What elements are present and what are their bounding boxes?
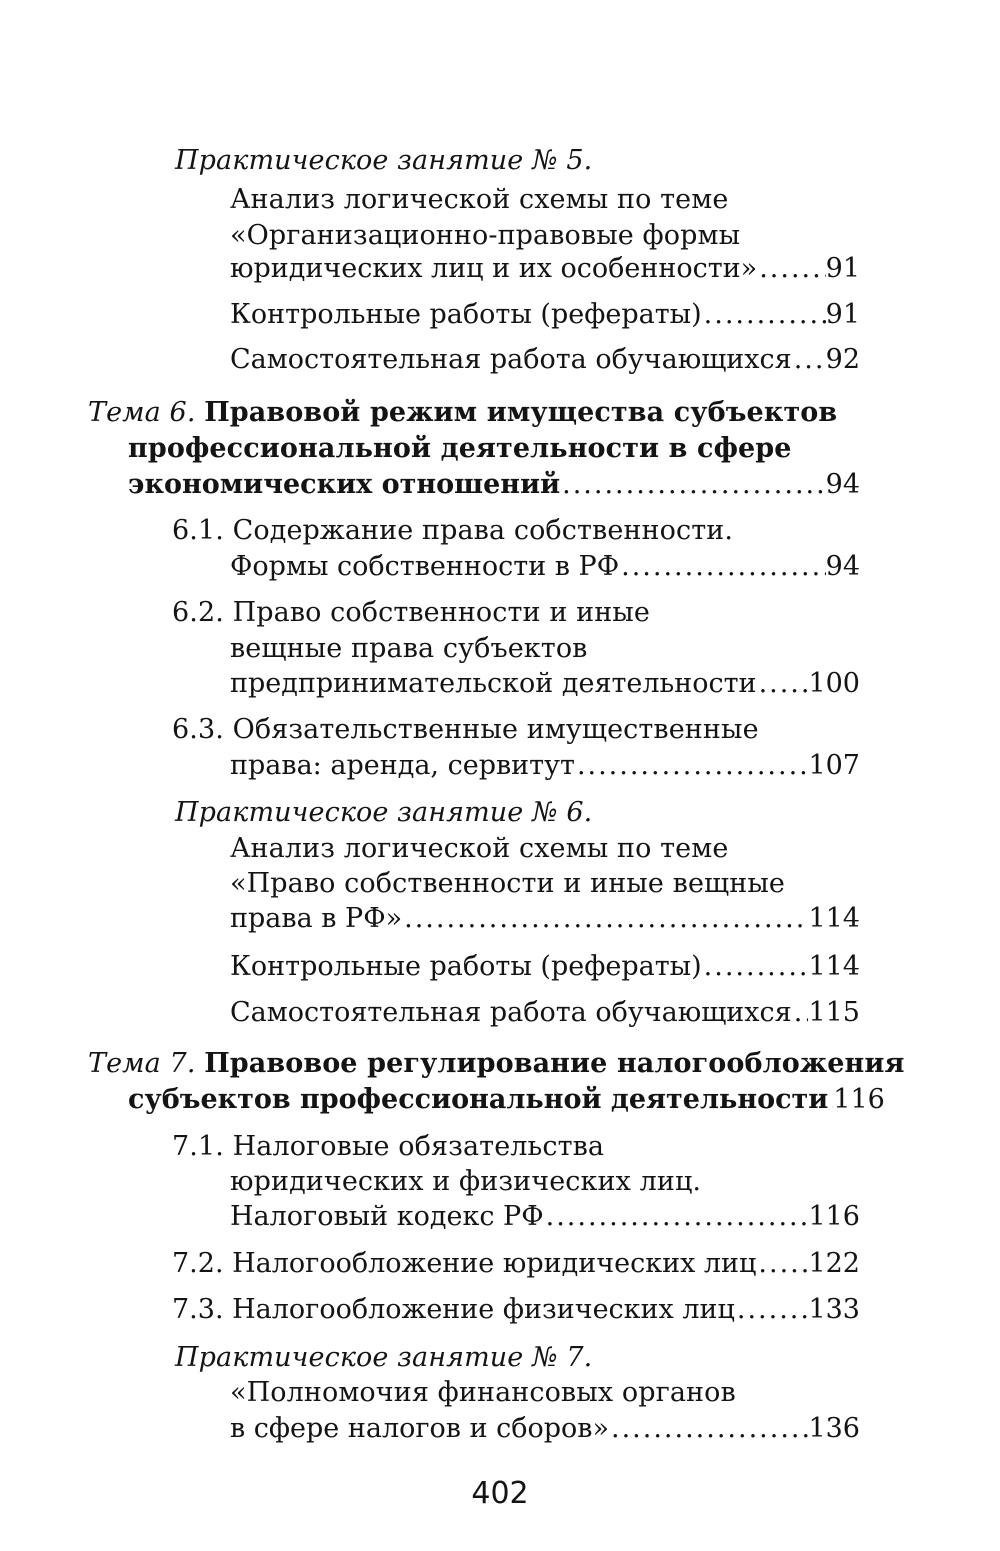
topic-title: Правовой режим имущества субъектов bbox=[204, 397, 838, 428]
leader-dots bbox=[560, 468, 826, 502]
practical-6-line: «Право собственности и иные вещные bbox=[230, 868, 786, 899]
entry-text bbox=[172, 1247, 756, 1281]
page-ref: 122 bbox=[808, 1248, 860, 1279]
topic-title: Правовое регулирование налогообложения bbox=[204, 1048, 905, 1079]
section-number: 6.2. bbox=[172, 597, 224, 628]
section-6-2-line: вещные права субъектов bbox=[230, 633, 588, 664]
topic-7-heading bbox=[88, 1047, 905, 1081]
page-ref: 94 bbox=[825, 469, 860, 500]
entry-text: Контрольные работы (рефераты) bbox=[230, 299, 702, 330]
entry-text: Контрольные работы (рефераты) bbox=[230, 951, 702, 982]
entry-text: Самостоятельная работа обучающихся bbox=[230, 344, 792, 375]
toc-entry-topic-6[interactable] bbox=[128, 468, 860, 502]
section-7-1-line: юридических и физических лиц. bbox=[230, 1166, 702, 1197]
leader-dots bbox=[757, 252, 825, 286]
section-title: Налогообложение юридических лиц bbox=[232, 1248, 757, 1279]
toc-entry-7-1[interactable] bbox=[230, 1200, 860, 1234]
section-title: Налоговые обязательства bbox=[232, 1131, 605, 1162]
toc-entry-6-3[interactable] bbox=[230, 749, 860, 783]
toc-entry-control-6[interactable] bbox=[230, 950, 860, 984]
entry-text: экономических отношений bbox=[128, 469, 561, 500]
toc-entry-7-2[interactable] bbox=[172, 1247, 860, 1281]
practical-6-line: Анализ логической схемы по теме bbox=[230, 833, 729, 864]
section-number: 7.2. bbox=[172, 1248, 224, 1279]
toc-entry-6-2[interactable] bbox=[230, 667, 860, 701]
entry-text: Формы собственности в РФ bbox=[230, 551, 620, 582]
entry-text bbox=[172, 1293, 735, 1327]
leader-dots bbox=[702, 298, 826, 332]
toc-entry-selfwork-6[interactable] bbox=[230, 996, 860, 1030]
topic-6-title-line: профессиональной деятельности в сфере bbox=[128, 433, 792, 464]
page-ref: 115 bbox=[808, 997, 860, 1028]
toc-entry-topic-7[interactable] bbox=[128, 1083, 885, 1117]
page-ref: 91 bbox=[825, 299, 860, 330]
section-6-3-line bbox=[172, 713, 759, 747]
section-6-1-line bbox=[172, 514, 733, 548]
leader-dots bbox=[619, 550, 826, 584]
leader-dots bbox=[792, 343, 826, 377]
topic-prefix: Тема 6. bbox=[88, 397, 196, 428]
toc-entry-practical-5[interactable] bbox=[230, 252, 860, 286]
toc-entry-practical-7[interactable] bbox=[230, 1412, 860, 1446]
toc-entry-7-3[interactable] bbox=[172, 1293, 860, 1327]
practical-7-line: «Полномочия финансовых органов bbox=[230, 1377, 736, 1408]
page-ref: 107 bbox=[808, 750, 860, 781]
toc-entry-selfwork-5[interactable] bbox=[230, 343, 860, 377]
section-title: Содержание права собственности. bbox=[232, 515, 734, 546]
entry-text: Налоговый кодекс РФ bbox=[230, 1201, 544, 1232]
entry-text: Самостоятельная работа обучающихся bbox=[230, 997, 792, 1028]
practical-5-line: Анализ логической схемы по теме bbox=[230, 184, 729, 215]
toc-entry-practical-6[interactable] bbox=[230, 902, 860, 936]
section-number: 7.3. bbox=[172, 1294, 224, 1325]
page-ref: 92 bbox=[825, 344, 860, 375]
topic-6-heading bbox=[88, 396, 837, 430]
leader-dots bbox=[792, 996, 809, 1030]
topic-prefix: Тема 7. bbox=[88, 1048, 196, 1079]
page-ref: 91 bbox=[825, 253, 860, 284]
leader-dots bbox=[609, 1412, 808, 1446]
section-number: 6.1. bbox=[172, 515, 224, 546]
practical-6-heading: Практическое занятие № 6. bbox=[175, 797, 593, 828]
leader-dots bbox=[575, 749, 809, 783]
page-ref: 116 bbox=[808, 1201, 860, 1232]
entry-text: права: аренда, сервитут bbox=[230, 750, 575, 781]
practical-5-heading: Практическое занятие № 5. bbox=[175, 145, 593, 176]
page-number: 402 bbox=[471, 1476, 529, 1511]
section-6-2-line bbox=[172, 596, 650, 630]
leader-dots bbox=[702, 950, 809, 984]
page-ref: 114 bbox=[808, 903, 860, 934]
practical-5-line: «Организационно-правовые формы bbox=[230, 220, 741, 251]
page-ref: 133 bbox=[808, 1294, 860, 1325]
entry-text: субъектов профессиональной деятельности bbox=[128, 1084, 829, 1115]
section-title: Обязательственные имущественные bbox=[232, 714, 759, 745]
leader-dots bbox=[544, 1200, 809, 1234]
page-ref: 116 bbox=[833, 1084, 885, 1115]
leader-dots bbox=[402, 902, 808, 936]
page-ref: 94 bbox=[825, 551, 860, 582]
entry-text: права в РФ» bbox=[230, 903, 403, 934]
entry-text: юридических лиц и их особенности» bbox=[230, 253, 758, 284]
practical-7-heading: Практическое занятие № 7. bbox=[175, 1342, 593, 1373]
section-number: 7.1. bbox=[172, 1131, 224, 1162]
toc-entry-control-5[interactable] bbox=[230, 298, 860, 332]
page-ref: 136 bbox=[808, 1413, 860, 1444]
entry-text: в сфере налогов и сборов» bbox=[230, 1413, 610, 1444]
leader-dots bbox=[756, 1247, 808, 1281]
section-title: Налогообложение физических лиц bbox=[232, 1294, 735, 1325]
entry-text: предпринимательской деятельности bbox=[230, 668, 757, 699]
page-ref: 100 bbox=[808, 668, 860, 699]
leader-dots bbox=[735, 1293, 809, 1327]
toc-entry-6-1[interactable] bbox=[230, 550, 860, 584]
section-7-1-line bbox=[172, 1130, 604, 1164]
page-ref: 114 bbox=[808, 951, 860, 982]
section-number: 6.3. bbox=[172, 714, 224, 745]
section-title: Право собственности и иные bbox=[232, 597, 650, 628]
leader-dots bbox=[757, 667, 809, 701]
